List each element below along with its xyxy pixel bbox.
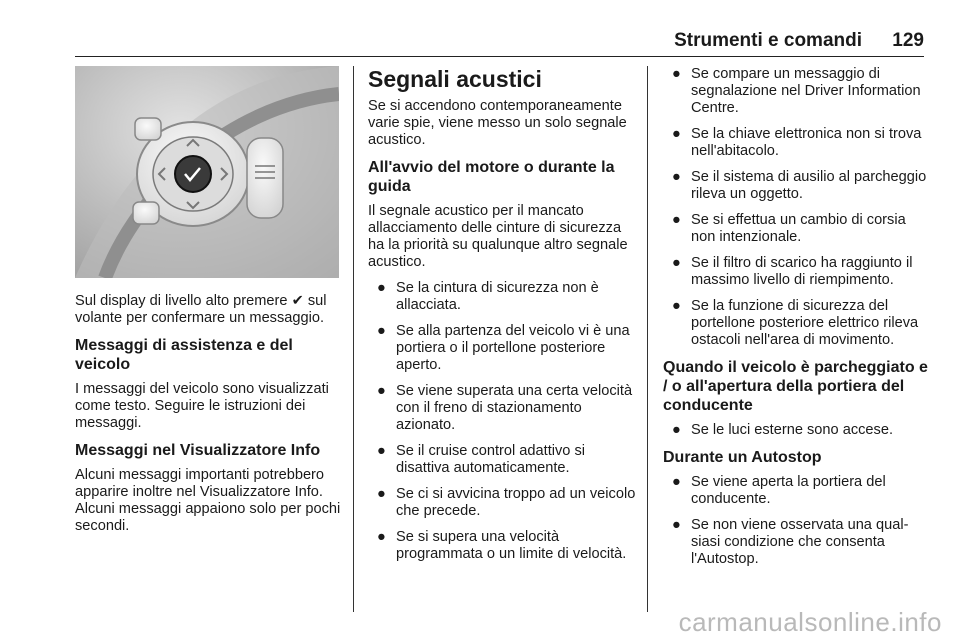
- section-title: Strumenti e comandi: [674, 30, 862, 51]
- bullet-icon: ●: [672, 126, 681, 142]
- bullet-icon: ●: [672, 212, 681, 228]
- bullet-icon: ●: [377, 443, 386, 459]
- bullet-icon: ●: [377, 383, 386, 399]
- bullet-icon: ●: [672, 517, 681, 533]
- list-item: ● Se viene superata una certa velocità con il freno di stazionamento azionato.: [377, 383, 633, 433]
- bullet-icon: ●: [672, 298, 681, 314]
- column-divider-1: [353, 66, 354, 612]
- bullet-icon: ●: [672, 169, 681, 185]
- bullet-icon: ●: [672, 474, 681, 490]
- heading-assistance-messages: Messaggi di assistenza e del veicolo: [75, 337, 293, 373]
- parked-signals-list: [663, 422, 929, 439]
- driving-signals-list: [368, 280, 638, 563]
- column-2: [368, 66, 638, 572]
- bullet-icon: ●: [377, 486, 386, 502]
- vehicle-messages-text: I messaggi del veicolo sono visualizzati come testo. Seguire le istruzioni dei messaggi.: [75, 381, 329, 431]
- list-item: ● Se il filtro di scarico ha raggiunto il massimo livello di riempimento.: [672, 255, 913, 288]
- section-heading-acoustic-signals: Segnali acustici: [368, 66, 542, 92]
- heading-autostop: Durante un Autostop: [663, 449, 822, 466]
- acoustic-intro-text: Se si accendono contemporaneamente varie spie, viene messo un solo segnale acustico.: [368, 98, 627, 148]
- info-display-text: Alcuni messaggi importanti potrebbero apparire inoltre nel Visualizzatore Info. Alcuni messaggi appaiono solo per pochi secondi.: [75, 467, 341, 534]
- column-divider-2: [647, 66, 648, 612]
- more-signals-list: [663, 66, 929, 349]
- list-item: ● Se non viene osservata una qualsiasi condizione che consenta l'Autostop.: [672, 517, 909, 567]
- list-item: ● Se compare un messaggio di segnalazione nel Driver Information Centre.: [672, 66, 921, 116]
- heading-info-display-messages: Messaggi nel Visualizzatore Info: [75, 442, 321, 459]
- seatbelt-priority-text: Il segnale acustico per il mancato allacciamento delle cinture di sicurezza ha la priorità su qualunque altro segnale acustico.: [368, 203, 628, 270]
- watermark: carmanualsonline.info: [678, 607, 942, 637]
- header-rule: [75, 56, 924, 57]
- bullet-icon: ●: [377, 529, 386, 545]
- bullet-icon: ●: [672, 255, 681, 271]
- list-item: ● Se si supera una velocità programmata o un limite di velocità.: [377, 529, 627, 562]
- list-item: ● Se si effettua un cambio di corsia non intenzionale.: [672, 212, 906, 245]
- heading-parked-door-open: Quando il veicolo è parcheggiato e / o all'apertura della portiera del conducente: [663, 359, 928, 414]
- list-item: ● Se il cruise control adattivo si disattiva automaticamente.: [377, 443, 585, 476]
- list-item: ● Se le luci esterne sono accese.: [672, 422, 893, 438]
- list-item: ● Se la funzione di sicurezza del portellone posteriore elettrico rileva ostacoli nell'area di movimento.: [672, 298, 919, 348]
- list-item: ● Se alla partenza del veicolo vi è una portiera o il portellone posteriore aperto.: [377, 323, 630, 373]
- bullet-icon: ●: [377, 280, 386, 296]
- page-number: 129: [892, 30, 924, 51]
- bullet-icon: ●: [377, 323, 386, 339]
- autostop-signals-list: [663, 474, 929, 568]
- column-1: [75, 66, 345, 544]
- steering-wheel-illustration: [75, 66, 339, 278]
- bullet-icon: ●: [672, 66, 681, 82]
- page-header: [0, 0, 960, 60]
- column-3: [663, 66, 929, 577]
- steering-wheel-controls-image: [75, 66, 339, 278]
- list-item: ● Se il sistema di ausilio al parcheggio rileva un oggetto.: [672, 169, 927, 202]
- confirm-message-text: Sul display di livello alto premere ✔ sul volante per confermare un messaggio.: [75, 293, 327, 326]
- list-item: ● Se la chiave elettronica non si trova nell'abitacolo.: [672, 126, 922, 159]
- heading-engine-start-driving: All'avvio del motore o durante la guida: [368, 159, 615, 195]
- bullet-icon: ●: [672, 422, 681, 438]
- list-item: ● Se la cintura di sicurezza non è allacciata.: [377, 280, 599, 313]
- list-item: ● Se viene aperta la portiera del conducente.: [672, 474, 886, 507]
- list-item: ● Se ci si avvicina troppo ad un veicolo che precede.: [377, 486, 636, 519]
